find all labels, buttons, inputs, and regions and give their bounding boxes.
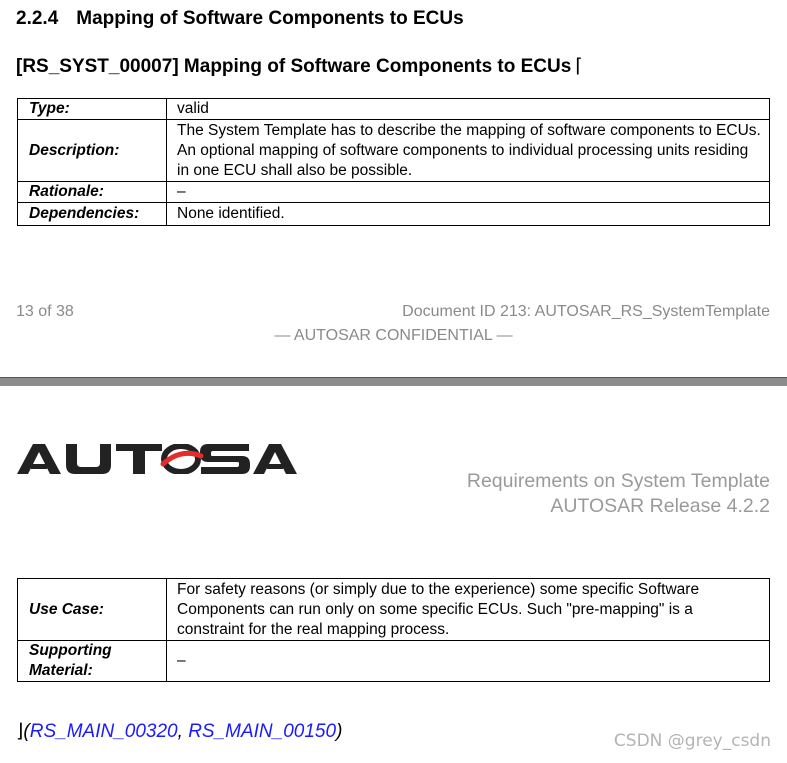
- row-value: –: [167, 182, 770, 203]
- row-label: Rationale:: [18, 182, 167, 203]
- row-value: For safety reasons (or simply due to the experience) some specific Software Components can run only on some specific ECUs. Such "pre-mapping" is a constraint for the real mapping process.: [167, 579, 770, 641]
- refs-open: (: [23, 721, 30, 742]
- row-label: Type:: [18, 99, 167, 120]
- watermark: CSDN @grey_csdn: [613, 731, 771, 751]
- table-row: [18, 641, 770, 682]
- requirement-heading: [16, 55, 583, 78]
- table-row: [18, 579, 770, 641]
- close-bracket: ⌋: [16, 721, 24, 742]
- reference-link[interactable]: RS_MAIN_00150: [188, 721, 337, 742]
- refs-separator: ,: [177, 721, 189, 742]
- requirement-title: [RS_SYST_00007] Mapping of Software Components to ECUs: [16, 56, 572, 77]
- document-title: [467, 469, 770, 519]
- autosar-logo: [17, 444, 302, 474]
- table-row: [18, 120, 770, 182]
- requirement-table-continued: [17, 578, 770, 682]
- row-label: Supporting Material:: [18, 641, 167, 682]
- requirement-references: [16, 720, 342, 743]
- page-number: 13 of 38: [16, 303, 74, 320]
- row-label: Dependencies:: [18, 203, 167, 226]
- section-title: Mapping of Software Components to ECUs: [76, 8, 464, 29]
- document-id: Document ID 213: AUTOSAR_RS_SystemTemplate: [402, 303, 770, 320]
- row-value: The System Template has to describe the mapping of software components to ECUs. An optional mapping of software components to individual processing units residing in one ECU shall also be possible.: [167, 120, 770, 182]
- table-row: [18, 182, 770, 203]
- release-line: AUTOSAR Release 4.2.2: [550, 495, 770, 517]
- requirement-table: [17, 98, 770, 226]
- confidential-notice: — AUTOSAR CONFIDENTIAL —: [274, 327, 513, 344]
- refs-close: ): [336, 721, 343, 742]
- row-label: Use Case:: [18, 579, 167, 641]
- reference-link[interactable]: RS_MAIN_00320: [29, 721, 178, 742]
- page-break: [0, 377, 787, 386]
- open-bracket: ⌈: [575, 56, 583, 77]
- section-number: 2.2.4: [16, 8, 59, 29]
- row-value: –: [167, 641, 770, 682]
- table-row: [18, 99, 770, 120]
- row-value: None identified.: [167, 203, 770, 226]
- table-row: [18, 203, 770, 226]
- title-line: Requirements on System Template: [466, 470, 770, 492]
- section-heading: [16, 8, 464, 30]
- row-value: valid: [167, 99, 770, 120]
- row-label: Description:: [18, 120, 167, 182]
